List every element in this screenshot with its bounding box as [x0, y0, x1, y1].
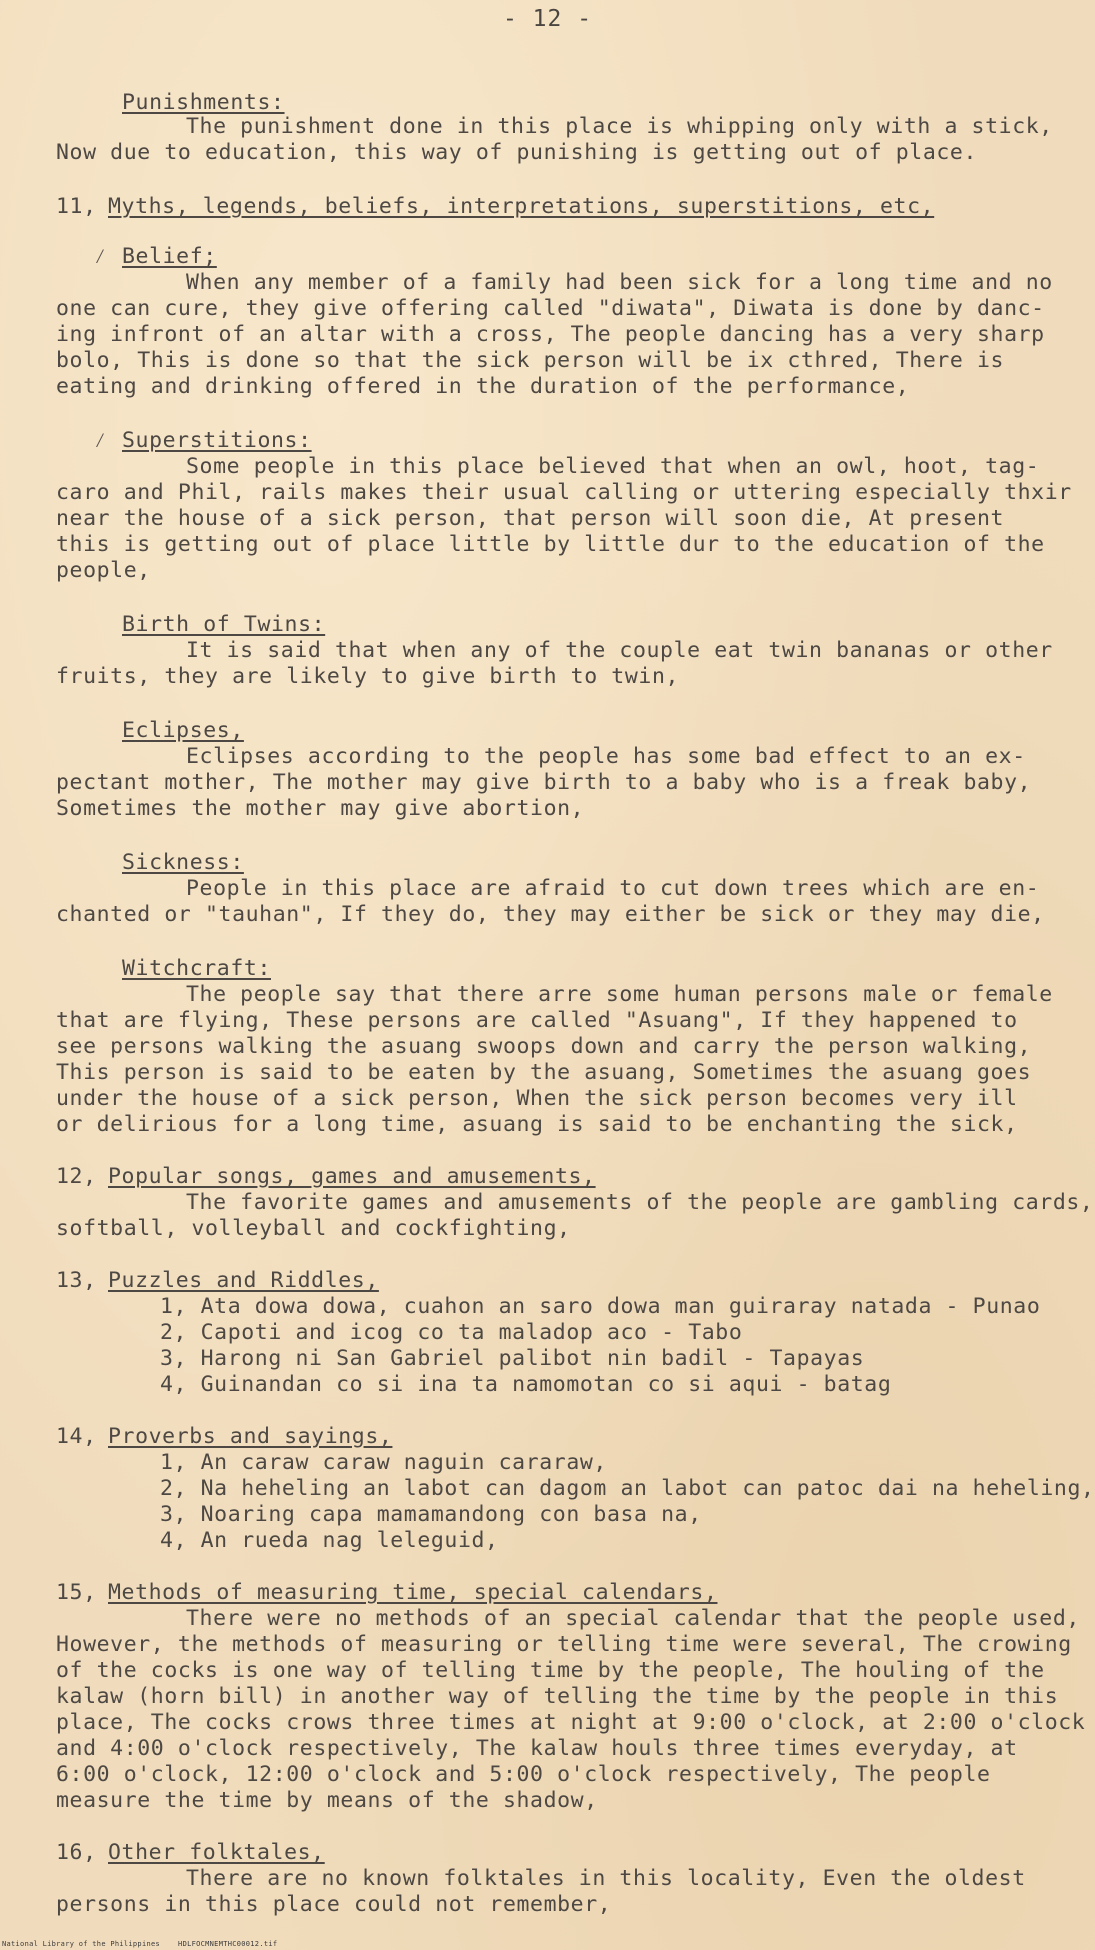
- superstitions-line-5: people,: [56, 558, 151, 583]
- witchcraft-line-1: The people say that there arre some human persons male or female: [186, 982, 1053, 1007]
- sickness-line-1: People in this place are afraid to cut down trees which are en-: [186, 876, 1040, 901]
- eclipses-line-2: pectant mother, The mother may give birth to a baby who is a freak baby,: [56, 770, 1032, 795]
- section-15-number: 15,: [56, 1580, 97, 1605]
- heading-eclipses: Eclipses,: [122, 718, 244, 743]
- witchcraft-line-5: under the house of a sick person, When the sick person becomes very ill: [56, 1086, 1018, 1111]
- scan-footer-caption: National Library of the Philippines HDLFOCMNEMTHC00012.tif: [2, 1940, 278, 1948]
- heading-witchcraft: Witchcraft:: [122, 956, 271, 981]
- eclipses-line-3: Sometimes the mother may give abortion,: [56, 796, 585, 821]
- section-13-title: Puzzles and Riddles,: [108, 1268, 379, 1293]
- section-11-title: Myths, legends, beliefs, interpretations, superstitions, etc,: [108, 194, 935, 219]
- proverb-item: 2, Na heheling an labot can dagom an labot can patoc dai na heheling,: [160, 1476, 1095, 1501]
- riddle-item: 2, Capoti and icog co ta maladop aco - Tabo: [160, 1320, 743, 1345]
- heading-sickness: Sickness:: [122, 850, 244, 875]
- superstitions-line-3: near the house of a sick person, that person will soon die, At present: [56, 506, 1005, 531]
- superstitions-line-4: this is getting out of place little by little dur to the education of the: [56, 532, 1045, 557]
- section-15-line-7: 6:00 o'clock, 12:00 o'clock and 5:00 o'clock respectively, The people: [56, 1762, 991, 1787]
- section-11-number: 11,: [56, 194, 97, 219]
- section-16-line-2: persons in this place could not remember,: [56, 1892, 612, 1917]
- section-15-line-1: There were no methods of an special calendar that the people used,: [186, 1606, 1080, 1631]
- section-12-line-1: The favorite games and amusements of the people are gambling cards,: [186, 1190, 1094, 1215]
- belief-line-1: When any member of a family had been sick for a long time and no: [186, 270, 1053, 295]
- heading-punishments: Punishments:: [122, 90, 285, 115]
- belief-line-3: ing infront of an altar with a cross, The people dancing has a very sharp: [56, 322, 1045, 347]
- section-14-title: Proverbs and sayings,: [108, 1424, 393, 1449]
- section-15-line-5: place, The cocks crows three times at night at 9:00 o'clock, at 2:00 o'clock: [56, 1710, 1086, 1735]
- section-12-number: 12,: [56, 1164, 97, 1189]
- riddle-item: 3, Harong ni San Gabriel palibot nin badil - Tapayas: [160, 1346, 865, 1371]
- eclipses-line-1: Eclipses according to the people has some bad effect to an ex-: [186, 744, 1026, 769]
- section-15-line-2: However, the methods of measuring or telling time were several, The crowing: [56, 1632, 1072, 1657]
- superstitions-line-2: caro and Phil, rails makes their usual calling or uttering especially thxir: [56, 480, 1072, 505]
- riddle-item: 4, Guinandan co si ina ta namomotan co si aqui - batag: [160, 1372, 892, 1397]
- belief-line-5: eating and drinking offered in the duration of the performance,: [56, 374, 910, 399]
- witchcraft-line-2: that are flying, These persons are called "Asuang", If they happened to: [56, 1008, 1018, 1033]
- heading-superstitions: Superstitions:: [122, 428, 312, 453]
- proverb-item: 3, Noaring capa mamamandong con basa na,: [160, 1502, 702, 1527]
- pencil-tick-mark: ⁄: [94, 244, 107, 268]
- superstitions-line-1: Some people in this place believed that when an owl, hoot, tag-: [186, 454, 1040, 479]
- twins-line-2: fruits, they are likely to give birth to twin,: [56, 664, 680, 689]
- belief-line-4: bolo, This is done so that the sick person will be ix cthred, There is: [56, 348, 1005, 373]
- section-14-number: 14,: [56, 1424, 97, 1449]
- punishments-line-1: The punishment done in this place is whipping only with a stick,: [186, 114, 1053, 139]
- section-12-line-2: softball, volleyball and cockfighting,: [56, 1216, 571, 1241]
- section-15-line-3: of the cocks is one way of telling time by the people, The houling of the: [56, 1658, 1045, 1683]
- section-15-line-8: measure the time by means of the shadow,: [56, 1788, 598, 1813]
- proverb-item: 1, An caraw caraw naguin cararaw,: [160, 1450, 607, 1475]
- heading-belief: Belief;: [122, 244, 217, 269]
- riddle-item: 1, Ata dowa dowa, cuahon an saro dowa man guiraray natada - Punao: [160, 1294, 1041, 1319]
- punishments-line-2: Now due to education, this way of punishing is getting out of place.: [56, 140, 977, 165]
- section-12-title: Popular songs, games and amusements,: [108, 1164, 596, 1189]
- witchcraft-line-4: This person is said to be eaten by the asuang, Sometimes the asuang goes: [56, 1060, 1032, 1085]
- section-15-title: Methods of measuring time, special calendars,: [108, 1580, 718, 1605]
- page-number: - 12 -: [502, 6, 593, 32]
- belief-line-2: one can cure, they give offering called "diwata", Diwata is done by danc-: [56, 296, 1045, 321]
- section-15-line-6: and 4:00 o'clock respectively, The kalaw houls three times everyday, at: [56, 1736, 1018, 1761]
- section-13-number: 13,: [56, 1268, 97, 1293]
- section-16-title: Other folktales,: [108, 1840, 325, 1865]
- witchcraft-line-6: or delirious for a long time, asuang is said to be enchanting the sick,: [56, 1112, 1018, 1137]
- section-16-number: 16,: [56, 1840, 97, 1865]
- section-16-line-1: There are no known folktales in this locality, Even the oldest: [186, 1866, 1026, 1891]
- heading-birth-of-twins: Birth of Twins:: [122, 612, 326, 637]
- proverb-item: 4, An rueda nag leleguid,: [160, 1528, 499, 1553]
- sickness-line-2: chanted or "tauhan", If they do, they may either be sick or they may die,: [56, 902, 1045, 927]
- pencil-tick-mark: ⁄: [94, 428, 107, 452]
- section-15-line-4: kalaw (horn bill) in another way of telling the time by the people in this: [56, 1684, 1059, 1709]
- witchcraft-line-3: see persons walking the asuang swoops down and carry the person walking,: [56, 1034, 1032, 1059]
- twins-line-1: It is said that when any of the couple eat twin bananas or other: [186, 638, 1053, 663]
